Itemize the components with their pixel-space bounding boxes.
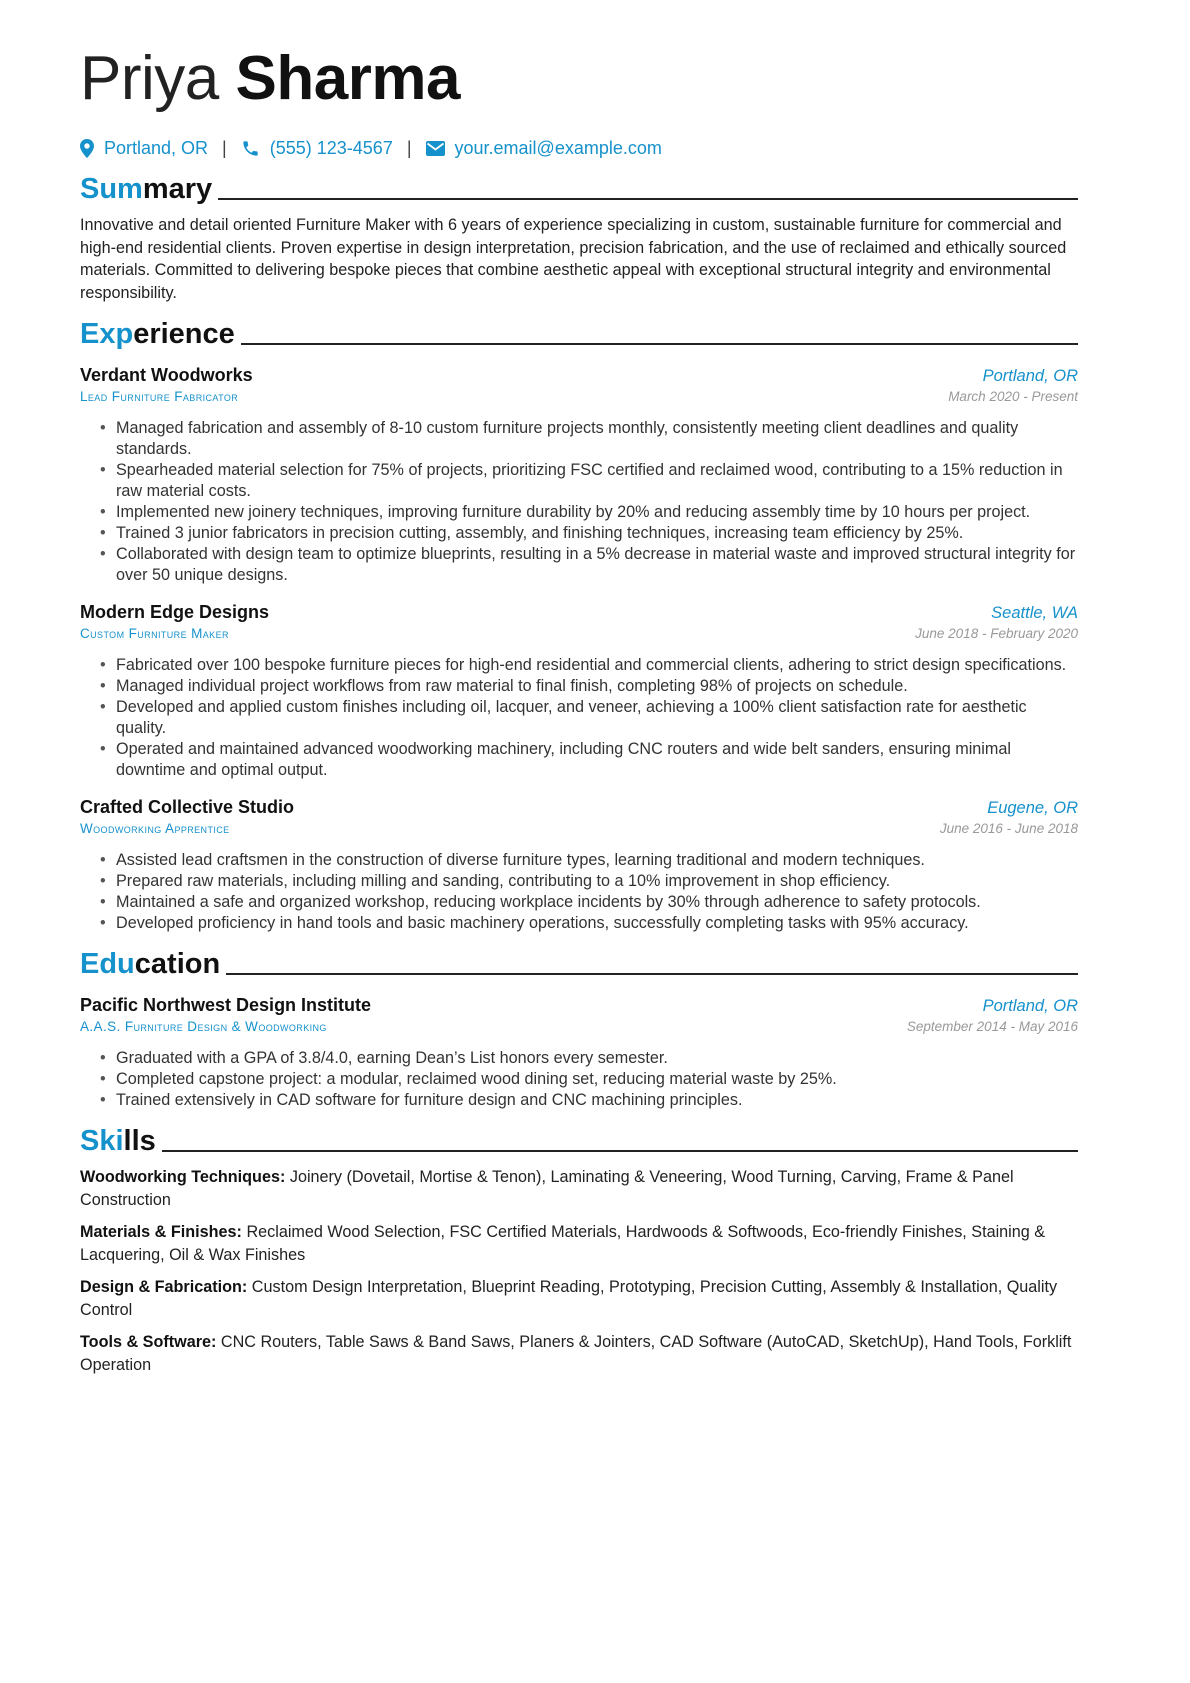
- contact-separator: |: [406, 138, 412, 158]
- education-dates: September 2014 - May 2016: [906, 1019, 1078, 1034]
- employer-name: Modern Edge Designs: [80, 602, 270, 622]
- list-item: • Trained extensively in CAD software for furniture design and CNC machining principles.: [116, 1090, 1078, 1111]
- list-item: • Collaborated with design team to optimize blueprints, resulting in a 5% decrease in material waste and improved structural integrity for over 50 unique designs.: [116, 544, 1078, 586]
- phone-text: (555) 123-4567: [269, 138, 393, 158]
- skill-category: [80, 1276, 1078, 1321]
- skill-text: Joinery (Dovetail, Mortise & Tenon), Laminating & Veneering, Wood Turning, Carving, Frame & Panel Construction: [80, 1168, 1014, 1209]
- envelope-icon: [426, 141, 445, 156]
- job-title: Woodworking Apprentice: [80, 821, 230, 836]
- job-location: Portland, OR: [982, 367, 1078, 385]
- section-title: Skills: [80, 1125, 156, 1157]
- job-title: Lead Furniture Fabricator: [80, 389, 239, 404]
- section-education-heading: [80, 950, 1078, 979]
- skill-text: Reclaimed Wood Selection, FSC Certified Materials, Hardwoods & Softwoods, Eco-friendly Finishes, Staining & Lacquering, Oil & Wax Finishes: [80, 1223, 1046, 1264]
- section-title: Summary: [80, 173, 213, 205]
- skill-category: [80, 1166, 1078, 1211]
- phone-icon: [241, 139, 260, 158]
- contact-bar: [80, 138, 1078, 159]
- list-item: • Managed fabrication and assembly of 8-10 custom furniture projects monthly, consistently meeting client deadlines and quality standards.: [116, 418, 1078, 460]
- bullet-list: [80, 418, 1078, 586]
- skill-category: [80, 1221, 1078, 1266]
- list-item: • Prepared raw materials, including milling and sanding, contributing to a 10% improvement in shop efficiency.: [116, 871, 1078, 892]
- experience-entry: [80, 602, 1078, 781]
- list-item: • Completed capstone project: a modular, reclaimed wood dining set, reducing material waste by 25%.: [116, 1069, 1078, 1090]
- list-item: • Trained 3 junior fabricators in precision cutting, assembly, and finishing techniques, increasing team efficiency by 25%.: [116, 523, 1078, 544]
- job-dates: June 2016 - June 2018: [939, 821, 1078, 836]
- education-entry: [80, 995, 1078, 1111]
- map-pin-icon: [80, 139, 94, 158]
- section-title: Education: [80, 948, 221, 980]
- section-title: Experience: [80, 318, 235, 350]
- section-experience-heading: [80, 320, 1078, 349]
- contact-location: [80, 138, 208, 159]
- list-item: • Developed proficiency in hand tools and basic machinery operations, successfully completing tasks with 95% accuracy.: [116, 913, 1078, 934]
- employer-name: Verdant Woodworks: [80, 365, 253, 385]
- list-item: • Graduated with a GPA of 3.8/4.0, earning Dean’s List honors every semester.: [116, 1048, 1078, 1069]
- school-location: Portland, OR: [982, 997, 1078, 1015]
- email-link: your.email@example.com: [454, 138, 662, 158]
- location-text: Portland, OR: [104, 138, 209, 158]
- skill-label: Tools & Software:: [80, 1333, 217, 1351]
- skill-label: Design & Fabrication:: [80, 1278, 248, 1296]
- experience-entry: [80, 365, 1078, 586]
- job-dates: June 2018 - February 2020: [915, 626, 1078, 641]
- job-title: Custom Furniture Maker: [80, 626, 229, 641]
- contact-separator: |: [222, 138, 227, 158]
- skill-text: Custom Design Interpretation, Blueprint Reading, Prototyping, Precision Cutting, Assembly & Installation, Quality Control: [80, 1278, 1058, 1319]
- section-summary-heading: [80, 175, 1078, 204]
- list-item: • Spearheaded material selection for 75% of projects, prioritizing FSC certified and reclaimed wood, contributing to a 15% reduction in raw material costs.: [116, 460, 1078, 502]
- skill-label: Woodworking Techniques:: [80, 1168, 286, 1186]
- job-dates: March 2020 - Present: [948, 389, 1078, 404]
- list-item: • Operated and maintained advanced woodworking machinery, including CNC routers and wide belt sanders, ensuring minimal downtime and optimal output.: [116, 739, 1078, 781]
- section-divider: [218, 198, 1078, 200]
- first-name: Priya: [80, 44, 219, 113]
- job-location: Seattle, WA: [991, 604, 1078, 622]
- list-item: • Implemented new joinery techniques, improving furniture durability by 20% and reducing assembly time by 10 hours per project.: [116, 502, 1078, 523]
- degree: A.A.S. Furniture Design & Woodworking: [80, 1019, 327, 1034]
- list-item: • Assisted lead craftsmen in the construction of diverse furniture types, learning traditional and modern techniques.: [116, 850, 1078, 871]
- list-item: • Fabricated over 100 bespoke furniture pieces for high-end residential and commercial clients, adhering to strict design specifications.: [116, 655, 1078, 676]
- section-skills-heading: [80, 1127, 1078, 1156]
- employer-name: Crafted Collective Studio: [80, 797, 295, 817]
- section-divider: [241, 343, 1078, 345]
- contact-phone[interactable]: [241, 138, 393, 159]
- list-item: • Developed and applied custom finishes including oil, lacquer, and veneer, achieving a 100% client satisfaction rate for aesthetic quality.: [116, 697, 1078, 739]
- skill-category: [80, 1331, 1078, 1376]
- last-name: Sharma: [235, 44, 460, 113]
- bullet-list: [80, 1048, 1078, 1111]
- bullet-list: [80, 655, 1078, 781]
- section-divider: [226, 973, 1078, 975]
- candidate-name: [80, 44, 1078, 113]
- skill-text: CNC Routers, Table Saws & Band Saws, Planers & Jointers, CAD Software (AutoCAD, SketchUp), Hand Tools, Forklift Operation: [80, 1333, 1072, 1374]
- bullet-list: [80, 850, 1078, 934]
- section-divider: [162, 1150, 1078, 1152]
- list-item: • Managed individual project workflows from raw material to final finish, completing 98% of projects on schedule.: [116, 676, 1078, 697]
- school-name: Pacific Northwest Design Institute: [80, 995, 372, 1015]
- skill-label: Materials & Finishes:: [80, 1223, 242, 1241]
- list-item: • Maintained a safe and organized workshop, reducing workplace incidents by 30% through adherence to safety protocols.: [116, 892, 1078, 913]
- contact-email[interactable]: [426, 138, 662, 159]
- summary-text: Innovative and detail oriented Furniture Maker with 6 years of experience specializing in custom, sustainable furniture for commercial and high-end residential clients. Proven expertise in design interpretation, precision fabrication, and the use of reclaimed and ethically sourced materials. Committed to delivering bespoke pieces that combine aesthetic appeal with exceptional structural integrity and environmental responsibility.: [80, 216, 1067, 302]
- experience-entry: [80, 797, 1078, 934]
- job-location: Eugene, OR: [987, 799, 1078, 817]
